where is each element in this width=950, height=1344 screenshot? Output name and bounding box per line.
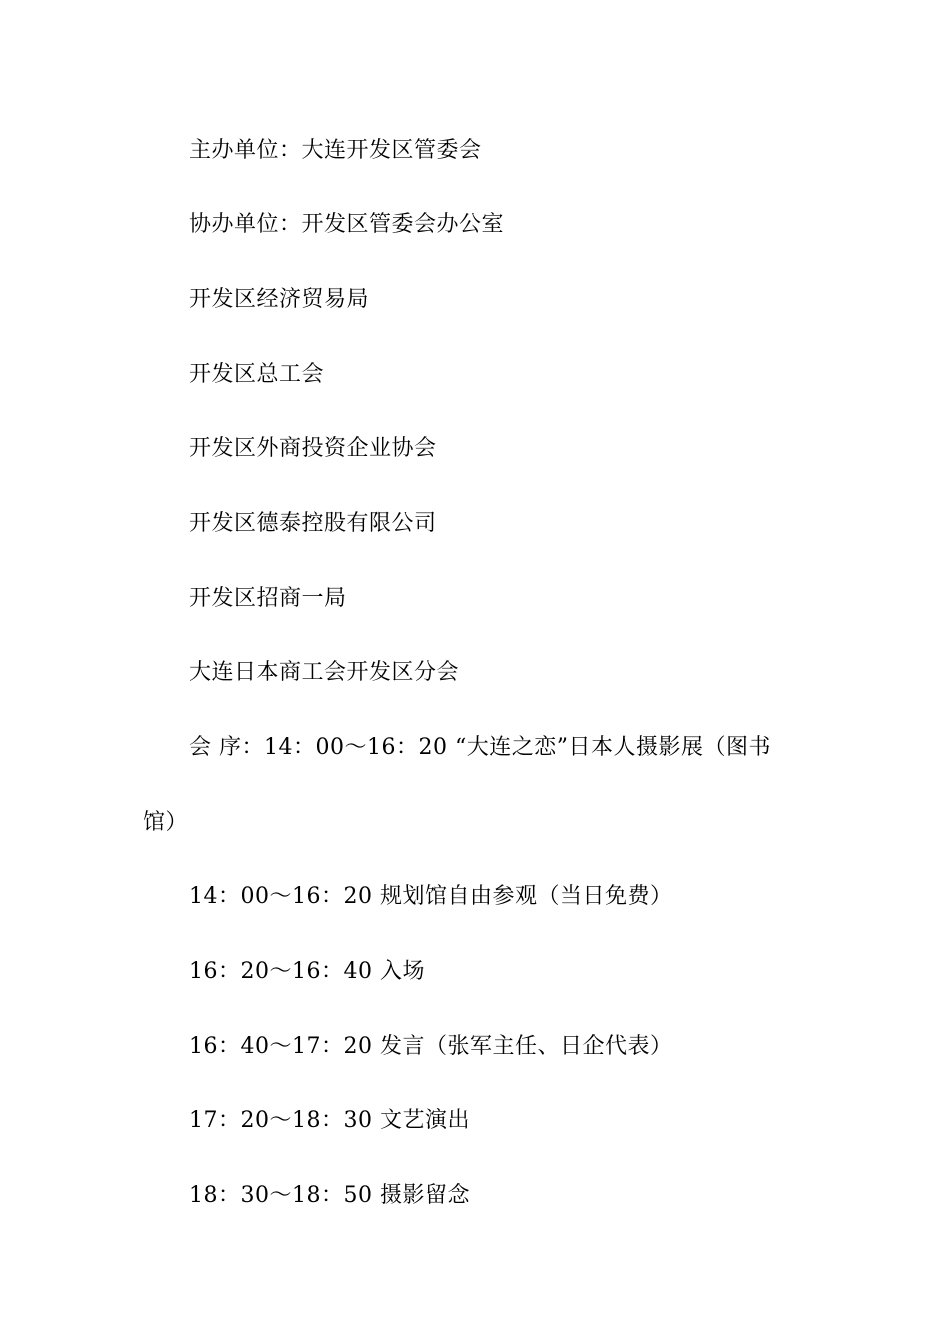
agenda-heading-continuation: 馆）	[143, 810, 189, 835]
co-organizer-item: 开发区外商投资企业协会	[189, 436, 437, 461]
co-organizer-item: 开发区德泰控股有限公司	[189, 511, 437, 536]
co-organizer-item: 开发区招商一局	[189, 586, 347, 611]
agenda-heading-line: 会 序：14：00～16：20 “大连之恋”日本人摄影展（图书	[189, 735, 771, 760]
agenda-item: 16：20～16：40 入场	[189, 959, 425, 984]
co-organizer-item: 开发区经济贸易局	[189, 287, 370, 312]
agenda-item: 14：00～16：20 规划馆自由参观（当日免费）	[189, 884, 673, 909]
co-organizer-line: 协办单位：开发区管委会办公室	[189, 212, 505, 237]
host-organizer-line: 主办单位：大连开发区管委会	[189, 138, 482, 163]
agenda-item: 18：30～18：50 摄影留念	[189, 1183, 470, 1208]
co-organizer-item: 开发区总工会	[189, 362, 325, 387]
agenda-item: 17：20～18：30 文艺演出	[189, 1108, 470, 1133]
agenda-item: 16：40～17：20 发言（张军主任、日企代表）	[189, 1034, 673, 1059]
co-organizer-item: 大连日本商工会开发区分会	[189, 660, 460, 685]
